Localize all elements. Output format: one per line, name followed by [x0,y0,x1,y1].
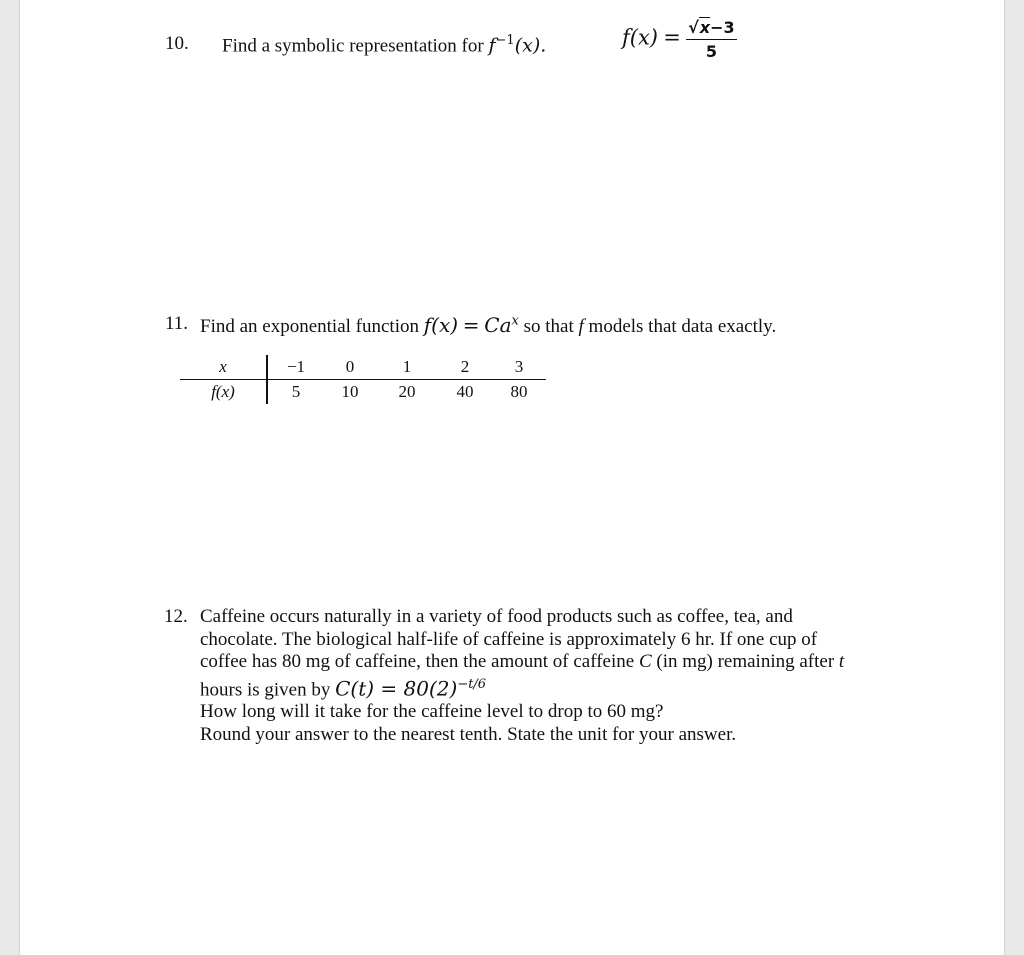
q10-numerator [686,18,737,40]
q12-number: 12. [164,606,188,627]
q12-formula-exp: −t/6 [457,676,487,692]
q10-number: 10. [165,33,189,54]
q11-func: f(x) [423,313,459,337]
q11-text-pre: Find an exponential function [200,316,419,337]
table-cell: 0 [324,355,376,380]
q10-equals: = [663,25,681,50]
q12-line: Round your answer to the nearest tenth. State the unit for your answer. [200,723,737,745]
worksheet-page [20,0,1004,955]
q11-number: 11. [165,313,189,334]
q10-fraction [686,18,737,61]
q11-model-sup: x [511,313,519,329]
q10-inverse-arg: (x). [514,34,547,57]
q10-inverse-sup: −1 [495,33,515,48]
table-cell: 1 [376,355,438,380]
q11-text-end: models that data exactly. [588,316,777,337]
q12-line: hours is given by $C(t) = 80(2)^{-t/6}$ [200,675,487,700]
q10-denominator: 5 [705,42,717,61]
table-row [180,380,546,405]
q10-inverse-f: f [488,34,496,57]
q11-prompt [200,313,776,338]
table-cell: 20 [398,382,416,401]
table-row [180,355,546,380]
q10-sqrt-var: x [699,18,711,37]
table-row-label-x: x [180,355,267,380]
q10-prompt [222,33,546,57]
q10-function [622,18,737,61]
table-cell: 40 [456,382,474,401]
table-cell: −1 [267,355,324,380]
q11-text-post: so that [523,316,574,337]
q10-func-lhs: f(x) [622,25,659,50]
q11-model: Ca [484,313,512,337]
q11-data-table [180,355,546,404]
table-cell: 10 [341,382,359,401]
q12-formula: C(t) = 80(2) [335,675,458,700]
q11-f: f [578,316,584,337]
table-cell: 5 [267,380,324,405]
table-cell: 80 [510,382,528,401]
sqrt-icon: √ [688,18,699,37]
q10-text: Find a symbolic representation for [222,35,484,57]
q12-line: Caffeine occurs naturally in a variety of food products such as coffee, tea, and [200,606,793,627]
q10-num-rest: −3 [710,18,735,37]
q11-equals: = [462,313,480,337]
table-row-label-fx: f(x) [211,382,235,401]
table-cell: 3 [492,355,546,380]
q12-line: coffee has 80 mg of caffeine, then the amount of caffeine C (in mg) remaining after t [200,651,845,672]
q12-body [200,606,880,746]
q12-line: chocolate. The biological half-life of caffeine is approximately 6 hr. If one cup of [200,628,818,650]
table-cell: 2 [438,355,492,380]
q12-line: How long will it take for the caffeine level to drop to 60 mg? [200,701,664,723]
